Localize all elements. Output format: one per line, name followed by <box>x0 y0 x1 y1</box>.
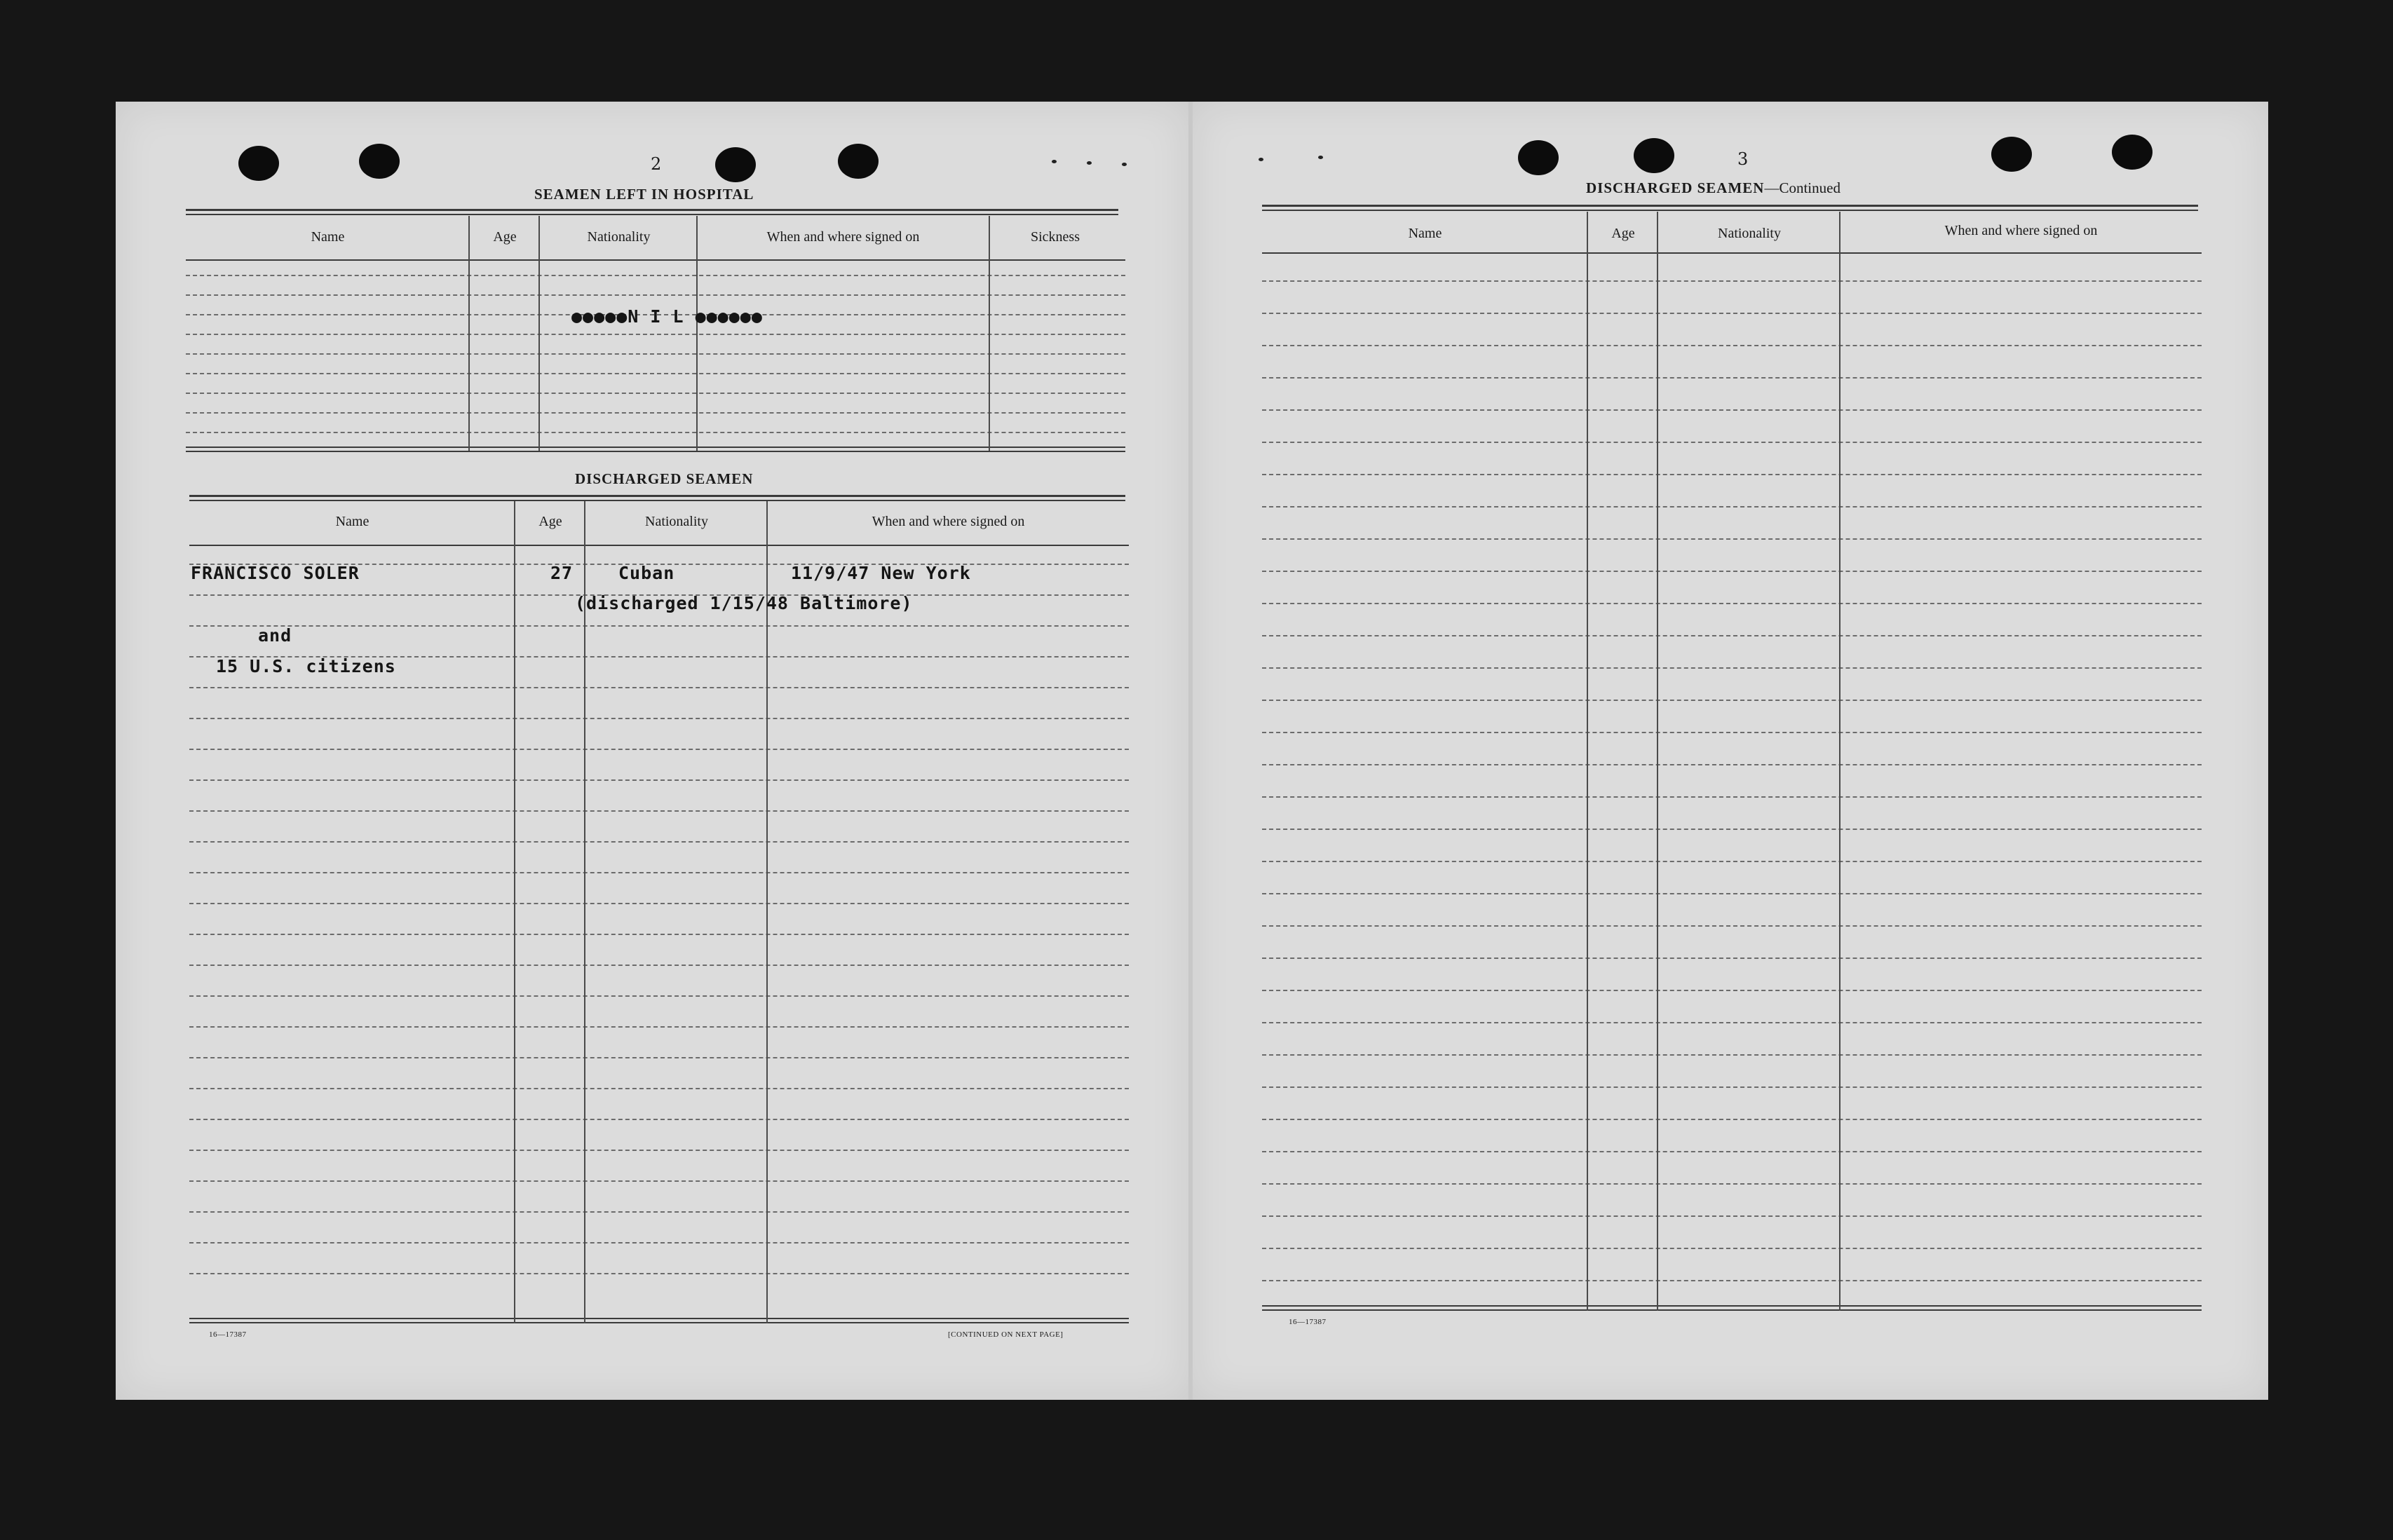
ruled-line <box>1262 990 2202 991</box>
ruled-line <box>189 965 1129 966</box>
ruled-line <box>1262 700 2202 701</box>
discharged-col-name: Name <box>335 514 370 529</box>
column-divider <box>468 216 470 451</box>
and-text: and <box>258 625 292 646</box>
seaman-age: 27 <box>550 563 574 583</box>
right-col-age: Age <box>1611 226 1635 241</box>
right-bottom-rule-2 <box>1262 1309 2202 1311</box>
paper-speck <box>1052 160 1057 163</box>
discharged-col-signed-on: When and where signed on <box>872 514 1025 529</box>
right-col-nationality: Nationality <box>1718 226 1781 241</box>
seaman-signed-on: 11/9/47 New York <box>791 563 971 583</box>
ruled-line <box>186 432 1125 433</box>
ruled-line <box>1262 1183 2202 1185</box>
punch-hole <box>1634 138 1674 173</box>
column-divider <box>1657 212 1658 1311</box>
ruled-line <box>1262 635 2202 636</box>
ruled-line <box>189 995 1129 997</box>
punch-hole <box>1991 137 2032 172</box>
left-page <box>116 102 1188 1400</box>
hospital-col-nationality: Nationality <box>587 229 651 245</box>
ruled-line <box>189 749 1129 750</box>
column-divider <box>1587 212 1588 1311</box>
ruled-line <box>1262 667 2202 669</box>
ruled-line <box>1262 796 2202 798</box>
ruled-line <box>1262 474 2202 475</box>
ruled-line <box>1262 925 2202 927</box>
ruled-line <box>189 1088 1129 1089</box>
ruled-line <box>189 625 1129 627</box>
right-header-rule <box>1262 252 2202 254</box>
ruled-line <box>189 1180 1129 1182</box>
ruled-line <box>1262 280 2202 282</box>
column-divider <box>1839 212 1840 1311</box>
ruled-line <box>1262 861 2202 862</box>
right-page <box>1192 102 2268 1400</box>
discharged-col-age: Age <box>538 514 562 529</box>
right-col-signed-on: When and where signed on <box>1944 223 2098 238</box>
column-divider <box>514 501 515 1323</box>
ruled-line <box>189 1057 1129 1058</box>
form-number: 16—17387 <box>209 1330 247 1339</box>
ruled-line <box>1262 1054 2202 1056</box>
ruled-line <box>1262 1022 2202 1023</box>
ruled-line <box>1262 958 2202 959</box>
ruled-line <box>1262 1119 2202 1120</box>
column-divider <box>584 501 585 1323</box>
punch-hole <box>238 146 279 181</box>
discharged-top-rule-2 <box>189 500 1125 501</box>
ruled-line <box>1262 1280 2202 1281</box>
column-divider <box>989 216 990 451</box>
right-table-top-rule-2 <box>1262 210 2198 211</box>
ruled-line <box>189 687 1129 688</box>
ruled-line <box>189 1119 1129 1120</box>
title-text: DISCHARGED SEAMEN <box>1586 179 1765 196</box>
ruled-line <box>1262 442 2202 443</box>
discharged-bottom-rule <box>189 1318 1129 1319</box>
punch-hole <box>2112 135 2153 170</box>
ruled-line <box>1262 764 2202 765</box>
form-number: 16—17387 <box>1289 1318 1327 1326</box>
section-title-discharged-continued <box>1586 179 1840 197</box>
discharged-bottom-rule-2 <box>189 1322 1129 1323</box>
ruled-line <box>1262 732 2202 733</box>
page-number: 3 <box>1737 149 1749 169</box>
punch-hole <box>715 147 756 182</box>
ruled-line <box>186 353 1125 355</box>
ruled-line <box>186 275 1125 276</box>
ruled-line <box>1262 409 2202 411</box>
column-divider <box>766 501 768 1323</box>
ruled-line <box>186 412 1125 414</box>
punch-hole <box>1518 140 1559 175</box>
discharged-header-rule <box>189 545 1129 546</box>
right-bottom-rule <box>1262 1305 2202 1307</box>
ruled-line <box>1262 603 2202 604</box>
ruled-line <box>189 841 1129 843</box>
ruled-line <box>189 1026 1129 1028</box>
continued-note: [CONTINUED ON NEXT PAGE] <box>948 1330 1064 1339</box>
hospital-table-top-rule <box>186 209 1118 211</box>
hospital-bottom-rule-2 <box>186 451 1125 452</box>
ruled-line <box>1262 377 2202 379</box>
section-title-hospital: SEAMEN LEFT IN HOSPITAL <box>534 186 754 203</box>
ruled-line <box>1262 1151 2202 1152</box>
ruled-line <box>189 779 1129 781</box>
hospital-nil-entry: ●●●●●N I L ●●●●●● <box>571 306 763 327</box>
page-spine <box>1188 102 1193 1400</box>
ruled-line <box>189 1211 1129 1213</box>
ruled-line <box>186 334 1125 335</box>
paper-speck <box>1087 161 1092 165</box>
page-number: 2 <box>651 154 662 174</box>
ruled-line <box>186 294 1125 296</box>
ruled-line <box>1262 313 2202 314</box>
hospital-col-signed-on: When and where signed on <box>766 229 920 245</box>
title-suffix: —Continued <box>1764 179 1840 196</box>
ruled-line <box>189 1273 1129 1274</box>
paper-speck <box>1122 163 1127 166</box>
seaman-nationality: Cuban <box>618 563 675 583</box>
hospital-col-name: Name <box>311 229 345 245</box>
ruled-line <box>189 934 1129 935</box>
ruled-line <box>186 393 1125 394</box>
ruled-line <box>186 373 1125 374</box>
paper-speck <box>1259 158 1263 161</box>
ruled-line <box>1262 571 2202 572</box>
ruled-line <box>1262 538 2202 540</box>
column-divider <box>538 216 540 451</box>
right-table-top-rule <box>1262 205 2198 207</box>
ruled-line <box>189 1242 1129 1243</box>
ruled-line <box>1262 506 2202 507</box>
ruled-line <box>189 810 1129 812</box>
punch-hole <box>838 144 879 179</box>
ruled-line <box>1262 1086 2202 1088</box>
ruled-line <box>1262 829 2202 830</box>
ruled-line <box>1262 1215 2202 1217</box>
ruled-line <box>189 718 1129 719</box>
us-citizens-text: 15 U.S. citizens <box>216 656 396 676</box>
ruled-line <box>1262 893 2202 894</box>
hospital-header-rule <box>186 259 1125 261</box>
discharged-col-nationality: Nationality <box>645 514 708 529</box>
ruled-line <box>189 903 1129 904</box>
discharged-top-rule <box>189 495 1125 497</box>
ruled-line <box>189 872 1129 873</box>
hospital-col-age: Age <box>493 229 517 245</box>
seaman-name: FRANCISCO SOLER <box>191 563 360 583</box>
hospital-col-sickness: Sickness <box>1031 229 1080 245</box>
punch-hole <box>359 144 400 179</box>
ruled-line <box>1262 345 2202 346</box>
seaman-discharged-note: (discharged 1/15/48 Baltimore) <box>575 593 913 613</box>
column-divider <box>696 216 698 451</box>
paper-speck <box>1318 156 1323 159</box>
ruled-line <box>1262 1248 2202 1249</box>
section-title-discharged: DISCHARGED SEAMEN <box>575 470 754 487</box>
hospital-bottom-rule <box>186 447 1125 448</box>
hospital-table-top-rule-2 <box>186 214 1118 215</box>
ruled-line <box>189 1150 1129 1151</box>
right-col-name: Name <box>1408 226 1442 241</box>
